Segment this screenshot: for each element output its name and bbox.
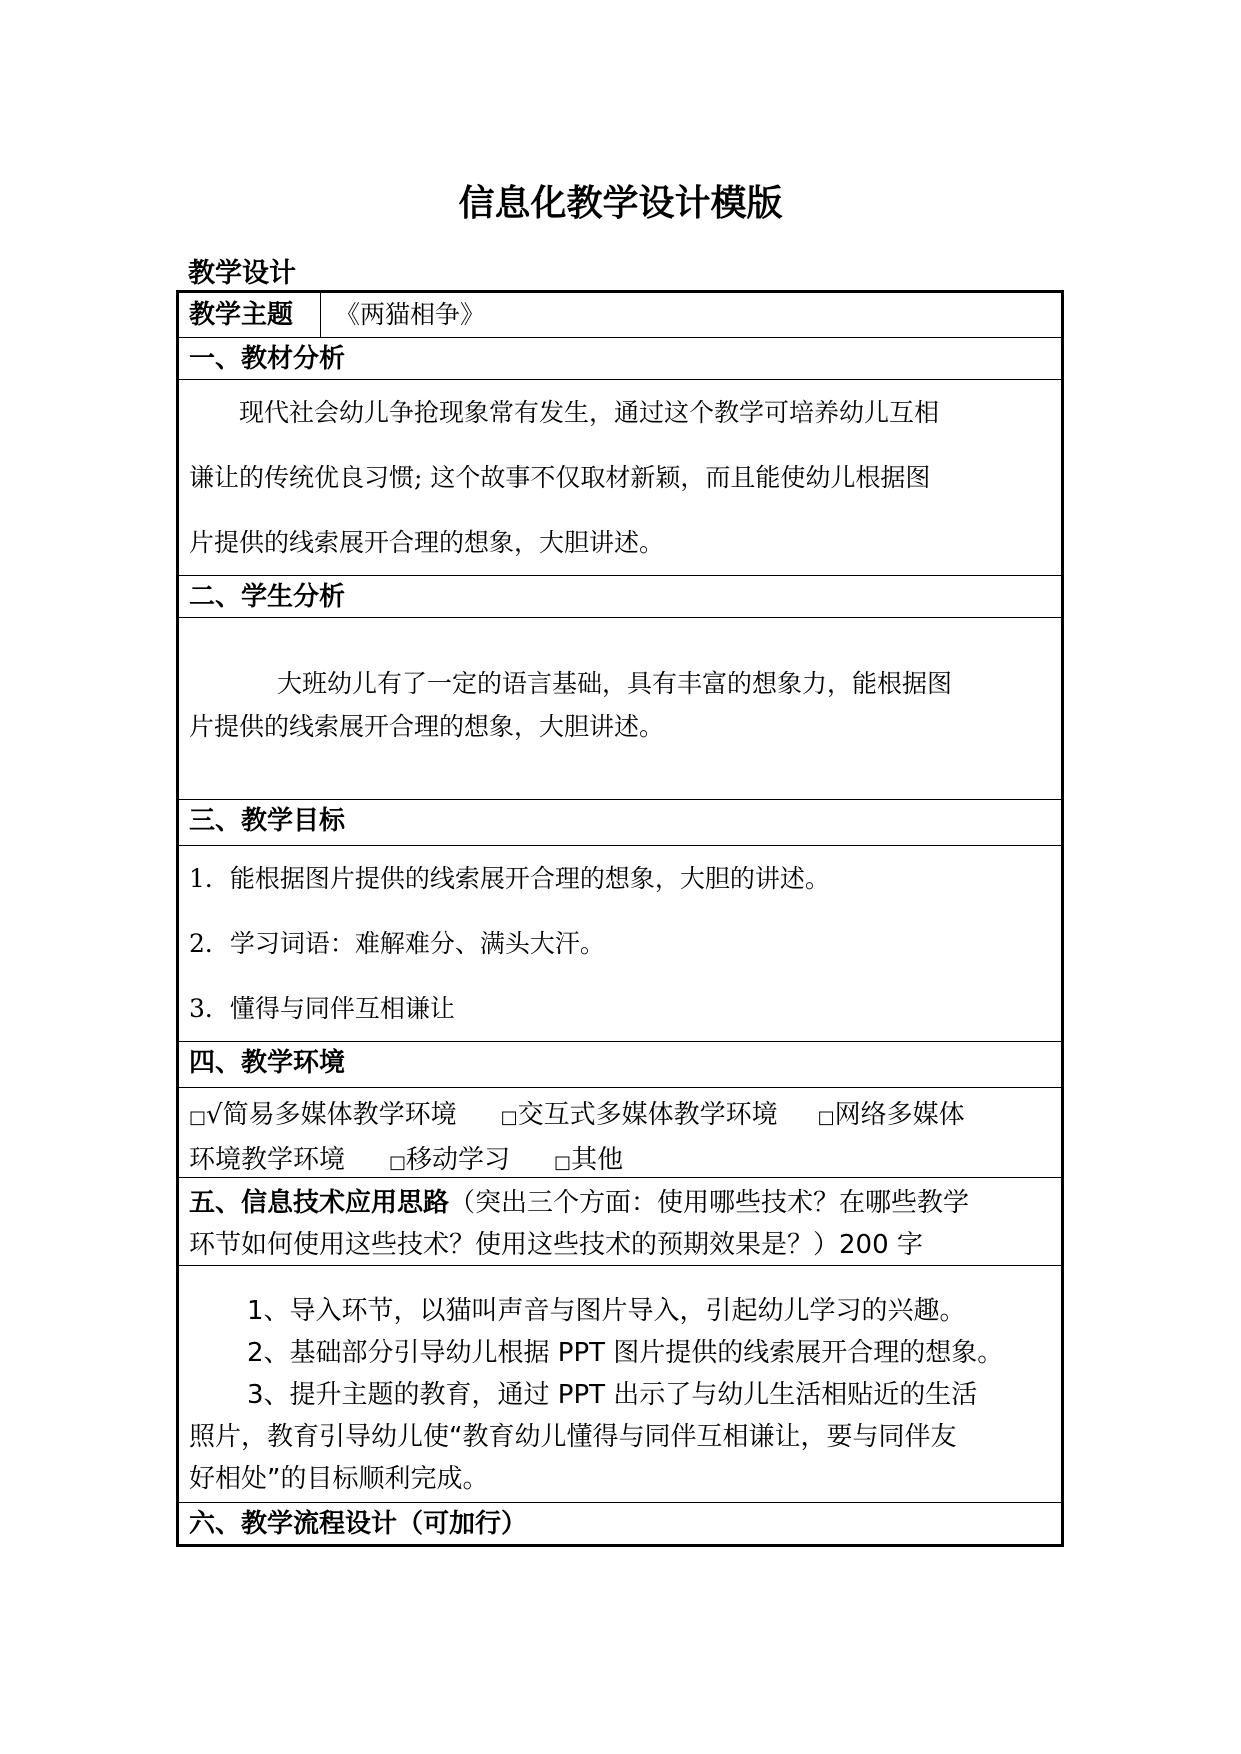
design-table (176, 290, 1064, 1547)
s1-heading: 一、教材分析 (179, 337, 1061, 379)
env-option-mobile[interactable] (389, 1145, 510, 1175)
s2-heading: 二、学生分析 (179, 575, 1061, 617)
goal-item: 2．学习词语：难解难分、满头大汗。 (189, 929, 605, 958)
env-option-label: √简易多媒体教学环境 (206, 1100, 457, 1130)
section-label: 教学设计 (188, 258, 296, 289)
s5-line-2: 2、基础部分引导幼儿根据 PPT 图片提供的线索展开合理的想象。 (247, 1338, 1004, 1368)
goal-item: 1．能根据图片提供的线索展开合理的想象，大胆的讲述。 (189, 864, 830, 893)
s5-note-2: 环节如何使用这些技术？使用这些技术的预期效果是？）200 字 (189, 1230, 923, 1260)
topic-label: 教学主题 (179, 293, 321, 337)
env-option-label: 其他 (571, 1145, 624, 1175)
s4-heading: 四、教学环境 (179, 1041, 1061, 1087)
s2-line-2: 片提供的线索展开合理的想象，大胆讲述。 (189, 712, 665, 741)
s4-body (179, 1087, 1061, 1177)
s5-heading-row (179, 1177, 1061, 1265)
s5-line-1: 1、导入环节，以猫叫声音与图片导入，引起幼儿学习的兴趣。 (247, 1296, 966, 1326)
env-option-label: 网络多媒体 (834, 1100, 965, 1130)
s2-body (179, 617, 1061, 799)
s1-body (179, 379, 1061, 575)
topic-value: 《两猫相争》 (335, 300, 486, 329)
goal-item: 3．懂得与同伴互相谦让 (189, 994, 455, 1023)
env-option-network-cont: 环境教学环境 (189, 1145, 346, 1175)
env-option-simple[interactable] (189, 1100, 457, 1130)
s2-line-1: 大班幼儿有了一定的语言基础，具有丰富的想象力，能根据图 (277, 669, 953, 698)
s1-line-1: 现代社会幼儿争抢现象常有发生，通过这个教学可培养幼儿互相 (239, 398, 940, 427)
topic-row (179, 293, 1061, 337)
env-option-other[interactable] (554, 1145, 623, 1175)
document-title: 信息化教学设计模版 (458, 182, 783, 224)
checkbox-icon: □ (189, 1107, 207, 1128)
s1-line-2: 谦让的传统优良习惯; 这个故事不仅取材新颖，而且能使幼儿根据图 (189, 463, 931, 492)
s5-line-5: 好相处”的目标顺利完成。 (189, 1464, 489, 1494)
s5-body (179, 1265, 1061, 1502)
checkbox-icon: □ (389, 1152, 407, 1173)
env-option-interactive[interactable] (501, 1100, 778, 1130)
checkbox-icon: □ (554, 1152, 572, 1173)
s5-line-4: 照片，教育引导幼儿使“教育幼儿懂得与同伴互相谦让，要与同伴友 (189, 1422, 957, 1452)
env-option-label: 移动学习 (406, 1145, 511, 1175)
s1-line-3: 片提供的线索展开合理的想象，大胆讲述。 (189, 528, 665, 557)
s6-heading: 六、教学流程设计（可加行） (179, 1502, 1061, 1544)
checkbox-icon: □ (500, 1107, 518, 1128)
env-option-network[interactable] (818, 1100, 965, 1130)
checkbox-icon: □ (817, 1107, 835, 1128)
s5-heading: 五、信息技术应用思路 (189, 1188, 450, 1218)
env-option-label: 交互式多媒体教学环境 (517, 1100, 778, 1130)
s5-line-3: 3、提升主题的教育，通过 PPT 出示了与幼儿生活相贴近的生活 (247, 1380, 978, 1410)
s3-heading: 三、教学目标 (179, 799, 1061, 845)
s5-note-1: （突出三个方面：使用哪些技术？在哪些教学 (449, 1188, 970, 1218)
s3-body (179, 845, 1061, 1041)
